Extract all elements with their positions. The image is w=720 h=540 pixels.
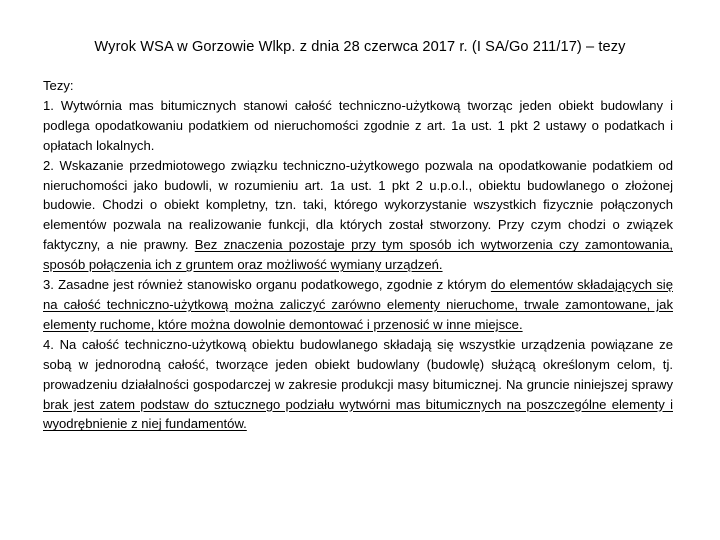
thesis-point-3 <box>43 275 673 335</box>
document-title: Wyrok WSA w Gorzowie Wlkp. z dnia 28 czerwca 2017 r. (I SA/Go 211/17) – tezy <box>94 39 626 55</box>
thesis-point-3-underlined: do elementów składających się na całość techniczno-użytkową można zaliczyć zarówno elementy nieruchome, trwale zamontowane, jak elementy ruchome, które można dowolnie demontować i przenosić w inne miejsce. <box>43 277 673 332</box>
thesis-point-4-text: 4. Na całość techniczno-użytkową obiektu budowlanego składają się wszystkie urządzenia powiązane ze sobą w jednorodną całość, tworzące jeden obiekt budowlany (budowlę) służącą określonym celom, tj. prowadzeniu działalności gospodarczej w zakresie produkcji masy bitumicznej. Na gruncie niniejszej sprawy <box>43 336 673 392</box>
theses-heading: Tezy: <box>43 78 74 93</box>
thesis-point-2 <box>43 156 673 275</box>
document-body <box>43 76 673 434</box>
thesis-point-2-underlined: Bez znaczenia pozostaje przy tym sposób ich wytworzenia czy zamontowania, sposób połączenia ich z gruntem oraz możliwość wymiany urządzeń. <box>43 237 673 273</box>
thesis-point-2-text: 2. Wskazanie przedmiotowego związku techniczno-użytkowego pozwala na opodatkowanie podatkiem od nieruchomości jako budowli, w rozumieniu art. 1a ust. 1 pkt 2 u.p.o.l., obiektu budowlanego o złożonej budowie. Chodzi o obiekt kompletny, tzn. taki, którego wykorzystanie wszystkich fizycznie połączonych elementów pozwala na realizowanie funkcji, dla których został stworzony. Przy czym chodzi o związek faktyczny, a nie prawny. <box>43 157 673 253</box>
thesis-point-1 <box>43 96 673 156</box>
thesis-point-3-text: 3. Zasadne jest również stanowisko organu podatkowego, zgodnie z którym <box>43 277 491 293</box>
thesis-point-4 <box>43 335 673 435</box>
thesis-point-4-underlined: brak jest zatem podstaw do sztucznego podziału wytwórni mas bitumicznych na poszczególne elementy i wyodrębnienie z niej fundamentów. <box>43 396 673 432</box>
thesis-point-1-text: 1. Wytwórnia mas bitumicznych stanowi całość techniczno-użytkową tworząc jeden obiekt budowlany i podlega opodatkowaniu podatkiem od nieruchomości zgodnie z art. 1a ust. 1 pkt 2 ustawy o podatkach i opłatach lokalnych. <box>43 97 673 153</box>
